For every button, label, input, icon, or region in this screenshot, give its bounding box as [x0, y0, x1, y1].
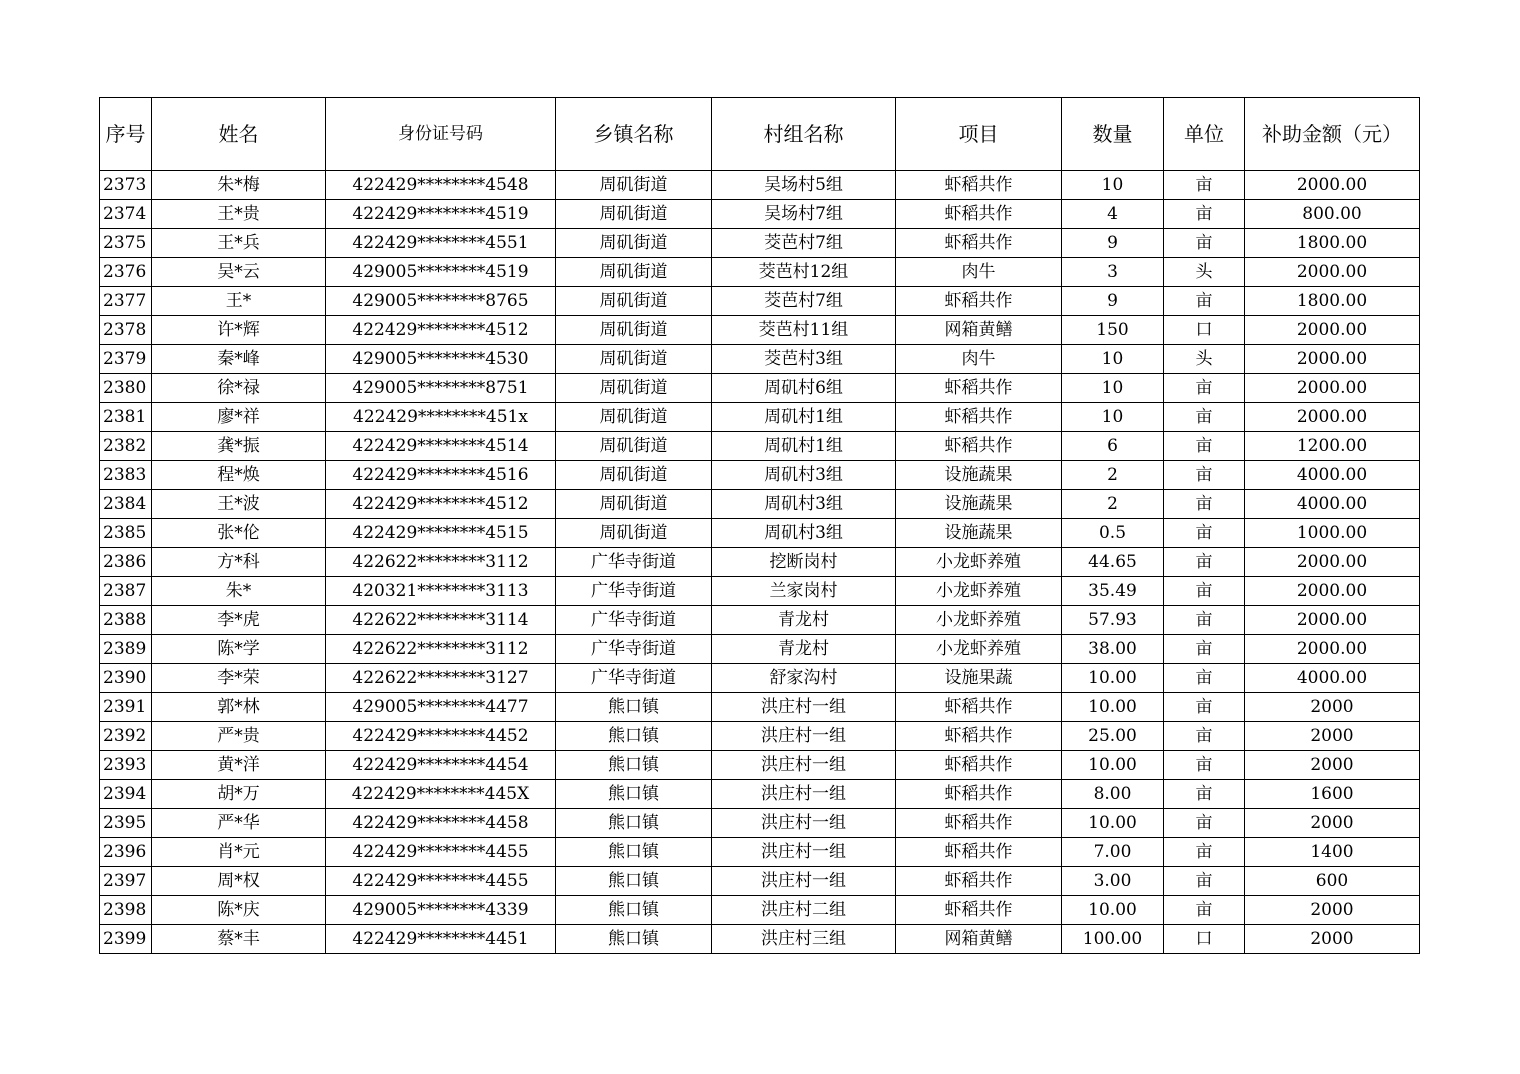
cell-id-number: 422429********451x — [326, 403, 556, 432]
table-row — [100, 722, 1420, 751]
cell-name: 严*贵 — [152, 722, 326, 751]
cell-id-number: 422429********4455 — [326, 838, 556, 867]
cell-town: 熊口镇 — [556, 838, 712, 867]
cell-town: 广华寺街道 — [556, 577, 712, 606]
cell-project: 肉牛 — [896, 258, 1062, 287]
cell-unit: 头 — [1164, 258, 1245, 287]
cell-unit: 亩 — [1164, 867, 1245, 896]
cell-unit: 亩 — [1164, 461, 1245, 490]
cell-id-number: 422429********445X — [326, 780, 556, 809]
cell-amount: 1200.00 — [1245, 432, 1420, 461]
cell-town: 周矶街道 — [556, 432, 712, 461]
cell-seq: 2373 — [100, 171, 152, 200]
cell-town: 周矶街道 — [556, 229, 712, 258]
cell-id-number: 429005********8765 — [326, 287, 556, 316]
cell-village: 洪庄村一组 — [712, 867, 896, 896]
cell-project: 虾稻共作 — [896, 751, 1062, 780]
cell-unit: 头 — [1164, 345, 1245, 374]
cell-quantity: 2 — [1062, 490, 1164, 519]
cell-seq: 2389 — [100, 635, 152, 664]
cell-project: 虾稻共作 — [896, 780, 1062, 809]
cell-id-number: 422429********4515 — [326, 519, 556, 548]
cell-amount: 1400 — [1245, 838, 1420, 867]
cell-id-number: 422429********4454 — [326, 751, 556, 780]
cell-project: 小龙虾养殖 — [896, 606, 1062, 635]
cell-name: 肖*元 — [152, 838, 326, 867]
cell-amount: 1800.00 — [1245, 287, 1420, 316]
cell-amount: 2000.00 — [1245, 258, 1420, 287]
cell-id-number: 422622********3114 — [326, 606, 556, 635]
cell-seq: 2377 — [100, 287, 152, 316]
cell-seq: 2376 — [100, 258, 152, 287]
cell-project: 虾稻共作 — [896, 171, 1062, 200]
cell-village: 洪庄村一组 — [712, 838, 896, 867]
cell-project: 设施蔬果 — [896, 490, 1062, 519]
cell-village: 洪庄村二组 — [712, 896, 896, 925]
table-row — [100, 432, 1420, 461]
cell-town: 周矶街道 — [556, 403, 712, 432]
cell-project: 小龙虾养殖 — [896, 635, 1062, 664]
cell-name: 秦*峰 — [152, 345, 326, 374]
cell-town: 周矶街道 — [556, 461, 712, 490]
cell-unit: 亩 — [1164, 693, 1245, 722]
cell-name: 王*贵 — [152, 200, 326, 229]
cell-seq: 2387 — [100, 577, 152, 606]
cell-quantity: 150 — [1062, 316, 1164, 345]
cell-project: 网箱黄鳝 — [896, 925, 1062, 954]
cell-village: 兰家岗村 — [712, 577, 896, 606]
cell-unit: 口 — [1164, 316, 1245, 345]
cell-id-number: 422429********4458 — [326, 809, 556, 838]
header-town: 乡镇名称 — [556, 98, 712, 171]
cell-amount: 1600 — [1245, 780, 1420, 809]
table-row — [100, 693, 1420, 722]
cell-unit: 亩 — [1164, 287, 1245, 316]
header-row — [100, 98, 1420, 171]
cell-town: 广华寺街道 — [556, 635, 712, 664]
cell-project: 虾稻共作 — [896, 867, 1062, 896]
cell-amount: 1000.00 — [1245, 519, 1420, 548]
cell-quantity: 100.00 — [1062, 925, 1164, 954]
cell-project: 虾稻共作 — [896, 693, 1062, 722]
cell-id-number: 422429********4548 — [326, 171, 556, 200]
cell-town: 熊口镇 — [556, 896, 712, 925]
cell-seq: 2399 — [100, 925, 152, 954]
cell-amount: 800.00 — [1245, 200, 1420, 229]
cell-amount: 1800.00 — [1245, 229, 1420, 258]
cell-town: 熊口镇 — [556, 809, 712, 838]
cell-unit: 亩 — [1164, 722, 1245, 751]
cell-town: 熊口镇 — [556, 925, 712, 954]
cell-seq: 2374 — [100, 200, 152, 229]
header-seq: 序号 — [100, 98, 152, 171]
cell-id-number: 422429********4452 — [326, 722, 556, 751]
cell-name: 王* — [152, 287, 326, 316]
cell-name: 李*荣 — [152, 664, 326, 693]
table-row — [100, 519, 1420, 548]
cell-project: 虾稻共作 — [896, 229, 1062, 258]
cell-village: 洪庄村一组 — [712, 751, 896, 780]
cell-town: 熊口镇 — [556, 722, 712, 751]
cell-id-number: 429005********4530 — [326, 345, 556, 374]
cell-name: 胡*万 — [152, 780, 326, 809]
cell-quantity: 10 — [1062, 345, 1164, 374]
cell-village: 洪庄村一组 — [712, 722, 896, 751]
cell-town: 周矶街道 — [556, 200, 712, 229]
cell-quantity: 0.5 — [1062, 519, 1164, 548]
table-row — [100, 577, 1420, 606]
cell-amount: 2000.00 — [1245, 548, 1420, 577]
cell-name: 朱* — [152, 577, 326, 606]
cell-seq: 2379 — [100, 345, 152, 374]
cell-project: 虾稻共作 — [896, 838, 1062, 867]
cell-name: 王*兵 — [152, 229, 326, 258]
cell-project: 网箱黄鳝 — [896, 316, 1062, 345]
cell-amount: 2000.00 — [1245, 171, 1420, 200]
cell-amount: 2000 — [1245, 809, 1420, 838]
cell-id-number: 422622********3112 — [326, 635, 556, 664]
cell-id-number: 420321********3113 — [326, 577, 556, 606]
cell-project: 肉牛 — [896, 345, 1062, 374]
header-project: 项目 — [896, 98, 1062, 171]
cell-quantity: 9 — [1062, 229, 1164, 258]
cell-name: 周*权 — [152, 867, 326, 896]
cell-unit: 亩 — [1164, 200, 1245, 229]
cell-town: 周矶街道 — [556, 374, 712, 403]
cell-village: 周矶村3组 — [712, 461, 896, 490]
cell-id-number: 422622********3112 — [326, 548, 556, 577]
cell-unit: 亩 — [1164, 519, 1245, 548]
cell-amount: 2000.00 — [1245, 635, 1420, 664]
table-row — [100, 287, 1420, 316]
cell-amount: 2000.00 — [1245, 577, 1420, 606]
cell-name: 许*辉 — [152, 316, 326, 345]
cell-quantity: 2 — [1062, 461, 1164, 490]
header-quantity: 数量 — [1062, 98, 1164, 171]
cell-town: 熊口镇 — [556, 751, 712, 780]
cell-town: 熊口镇 — [556, 693, 712, 722]
cell-unit: 亩 — [1164, 606, 1245, 635]
cell-amount: 2000 — [1245, 751, 1420, 780]
table-row — [100, 809, 1420, 838]
cell-quantity: 38.00 — [1062, 635, 1164, 664]
cell-name: 龚*振 — [152, 432, 326, 461]
cell-seq: 2382 — [100, 432, 152, 461]
cell-unit: 亩 — [1164, 577, 1245, 606]
cell-village: 青龙村 — [712, 635, 896, 664]
cell-id-number: 429005********4519 — [326, 258, 556, 287]
cell-amount: 2000 — [1245, 896, 1420, 925]
table-row — [100, 200, 1420, 229]
cell-quantity: 10 — [1062, 374, 1164, 403]
cell-id-number: 422622********3127 — [326, 664, 556, 693]
cell-village: 洪庄村一组 — [712, 809, 896, 838]
cell-quantity: 10 — [1062, 171, 1164, 200]
cell-quantity: 10.00 — [1062, 809, 1164, 838]
cell-id-number: 422429********4514 — [326, 432, 556, 461]
header-id-number: 身份证号码 — [326, 98, 556, 171]
table-body — [100, 171, 1420, 954]
cell-quantity: 8.00 — [1062, 780, 1164, 809]
table-row — [100, 751, 1420, 780]
cell-name: 李*虎 — [152, 606, 326, 635]
cell-village: 洪庄村一组 — [712, 780, 896, 809]
cell-quantity: 10 — [1062, 403, 1164, 432]
cell-id-number: 422429********4516 — [326, 461, 556, 490]
cell-town: 周矶街道 — [556, 519, 712, 548]
table-row — [100, 548, 1420, 577]
cell-id-number: 429005********4339 — [326, 896, 556, 925]
cell-unit: 亩 — [1164, 374, 1245, 403]
cell-village: 洪庄村一组 — [712, 693, 896, 722]
cell-village: 洪庄村三组 — [712, 925, 896, 954]
cell-id-number: 422429********4455 — [326, 867, 556, 896]
cell-quantity: 10.00 — [1062, 751, 1164, 780]
cell-name: 张*伦 — [152, 519, 326, 548]
cell-quantity: 10.00 — [1062, 896, 1164, 925]
table-row — [100, 896, 1420, 925]
cell-seq: 2385 — [100, 519, 152, 548]
cell-quantity: 3.00 — [1062, 867, 1164, 896]
cell-seq: 2384 — [100, 490, 152, 519]
cell-village: 茭芭村12组 — [712, 258, 896, 287]
cell-town: 广华寺街道 — [556, 548, 712, 577]
cell-amount: 4000.00 — [1245, 490, 1420, 519]
table-row — [100, 867, 1420, 896]
cell-village: 周矶村3组 — [712, 490, 896, 519]
cell-quantity: 9 — [1062, 287, 1164, 316]
cell-village: 周矶村3组 — [712, 519, 896, 548]
cell-project: 虾稻共作 — [896, 403, 1062, 432]
table-row — [100, 258, 1420, 287]
cell-name: 方*科 — [152, 548, 326, 577]
cell-id-number: 422429********4451 — [326, 925, 556, 954]
cell-id-number: 422429********4551 — [326, 229, 556, 258]
cell-quantity: 10.00 — [1062, 693, 1164, 722]
cell-project: 小龙虾养殖 — [896, 548, 1062, 577]
cell-amount: 2000 — [1245, 722, 1420, 751]
cell-name: 陈*学 — [152, 635, 326, 664]
cell-seq: 2375 — [100, 229, 152, 258]
table-row — [100, 403, 1420, 432]
cell-quantity: 7.00 — [1062, 838, 1164, 867]
cell-name: 王*波 — [152, 490, 326, 519]
cell-seq: 2383 — [100, 461, 152, 490]
cell-project: 小龙虾养殖 — [896, 577, 1062, 606]
cell-id-number: 422429********4519 — [326, 200, 556, 229]
cell-id-number: 429005********4477 — [326, 693, 556, 722]
cell-quantity: 10.00 — [1062, 664, 1164, 693]
cell-village: 挖断岗村 — [712, 548, 896, 577]
cell-quantity: 57.93 — [1062, 606, 1164, 635]
cell-amount: 2000.00 — [1245, 374, 1420, 403]
cell-village: 茭芭村11组 — [712, 316, 896, 345]
subsidy-table — [99, 97, 1420, 954]
cell-project: 虾稻共作 — [896, 809, 1062, 838]
cell-unit: 口 — [1164, 925, 1245, 954]
cell-village: 周矶村6组 — [712, 374, 896, 403]
cell-seq: 2391 — [100, 693, 152, 722]
cell-project: 虾稻共作 — [896, 200, 1062, 229]
cell-village: 周矶村1组 — [712, 403, 896, 432]
cell-seq: 2381 — [100, 403, 152, 432]
cell-seq: 2398 — [100, 896, 152, 925]
cell-name: 朱*梅 — [152, 171, 326, 200]
cell-seq: 2386 — [100, 548, 152, 577]
table-row — [100, 925, 1420, 954]
cell-town: 周矶街道 — [556, 258, 712, 287]
cell-amount: 2000 — [1245, 925, 1420, 954]
cell-town: 周矶街道 — [556, 287, 712, 316]
cell-unit: 亩 — [1164, 809, 1245, 838]
cell-village: 茭芭村7组 — [712, 229, 896, 258]
cell-unit: 亩 — [1164, 229, 1245, 258]
cell-seq: 2397 — [100, 867, 152, 896]
cell-village: 吴场村7组 — [712, 200, 896, 229]
cell-town: 广华寺街道 — [556, 664, 712, 693]
cell-name: 郭*林 — [152, 693, 326, 722]
cell-town: 周矶街道 — [556, 345, 712, 374]
cell-quantity: 35.49 — [1062, 577, 1164, 606]
cell-name: 徐*禄 — [152, 374, 326, 403]
cell-amount: 600 — [1245, 867, 1420, 896]
cell-project: 虾稻共作 — [896, 287, 1062, 316]
cell-seq: 2378 — [100, 316, 152, 345]
cell-project: 虾稻共作 — [896, 896, 1062, 925]
cell-project: 虾稻共作 — [896, 432, 1062, 461]
cell-id-number: 422429********4512 — [326, 490, 556, 519]
table-row — [100, 780, 1420, 809]
cell-unit: 亩 — [1164, 664, 1245, 693]
cell-unit: 亩 — [1164, 432, 1245, 461]
cell-amount: 2000 — [1245, 693, 1420, 722]
table-row — [100, 635, 1420, 664]
cell-seq: 2390 — [100, 664, 152, 693]
cell-name: 吴*云 — [152, 258, 326, 287]
cell-unit: 亩 — [1164, 490, 1245, 519]
cell-unit: 亩 — [1164, 548, 1245, 577]
cell-quantity: 25.00 — [1062, 722, 1164, 751]
table-row — [100, 838, 1420, 867]
header-unit: 单位 — [1164, 98, 1245, 171]
cell-name: 黄*洋 — [152, 751, 326, 780]
cell-amount: 4000.00 — [1245, 461, 1420, 490]
table-row — [100, 606, 1420, 635]
cell-unit: 亩 — [1164, 751, 1245, 780]
cell-project: 设施蔬果 — [896, 519, 1062, 548]
cell-name: 廖*祥 — [152, 403, 326, 432]
cell-town: 周矶街道 — [556, 171, 712, 200]
table-header — [100, 98, 1420, 171]
cell-quantity: 44.65 — [1062, 548, 1164, 577]
cell-village: 茭芭村7组 — [712, 287, 896, 316]
cell-town: 熊口镇 — [556, 780, 712, 809]
cell-town: 广华寺街道 — [556, 606, 712, 635]
cell-village: 茭芭村3组 — [712, 345, 896, 374]
table-row — [100, 229, 1420, 258]
cell-project: 虾稻共作 — [896, 722, 1062, 751]
cell-name: 陈*庆 — [152, 896, 326, 925]
cell-name: 程*焕 — [152, 461, 326, 490]
table-row — [100, 490, 1420, 519]
cell-name: 严*华 — [152, 809, 326, 838]
cell-quantity: 6 — [1062, 432, 1164, 461]
cell-id-number: 429005********8751 — [326, 374, 556, 403]
cell-seq: 2394 — [100, 780, 152, 809]
cell-quantity: 4 — [1062, 200, 1164, 229]
cell-town: 周矶街道 — [556, 490, 712, 519]
cell-project: 设施果蔬 — [896, 664, 1062, 693]
cell-unit: 亩 — [1164, 171, 1245, 200]
cell-project: 设施蔬果 — [896, 461, 1062, 490]
cell-village: 吴场村5组 — [712, 171, 896, 200]
cell-amount: 2000.00 — [1245, 606, 1420, 635]
cell-seq: 2380 — [100, 374, 152, 403]
cell-seq: 2396 — [100, 838, 152, 867]
cell-unit: 亩 — [1164, 635, 1245, 664]
cell-amount: 2000.00 — [1245, 345, 1420, 374]
cell-village: 舒家沟村 — [712, 664, 896, 693]
header-amount: 补助金额（元） — [1245, 98, 1420, 171]
cell-seq: 2395 — [100, 809, 152, 838]
cell-amount: 4000.00 — [1245, 664, 1420, 693]
cell-unit: 亩 — [1164, 403, 1245, 432]
table-row — [100, 171, 1420, 200]
cell-amount: 2000.00 — [1245, 316, 1420, 345]
cell-unit: 亩 — [1164, 780, 1245, 809]
header-village: 村组名称 — [712, 98, 896, 171]
cell-name: 蔡*丰 — [152, 925, 326, 954]
table-row — [100, 316, 1420, 345]
cell-id-number: 422429********4512 — [326, 316, 556, 345]
table-row — [100, 664, 1420, 693]
cell-village: 周矶村1组 — [712, 432, 896, 461]
cell-village: 青龙村 — [712, 606, 896, 635]
table-row — [100, 374, 1420, 403]
header-name: 姓名 — [152, 98, 326, 171]
table-row — [100, 461, 1420, 490]
cell-unit: 亩 — [1164, 838, 1245, 867]
cell-town: 熊口镇 — [556, 867, 712, 896]
table-row — [100, 345, 1420, 374]
cell-quantity: 3 — [1062, 258, 1164, 287]
cell-seq: 2392 — [100, 722, 152, 751]
cell-project: 虾稻共作 — [896, 374, 1062, 403]
cell-seq: 2388 — [100, 606, 152, 635]
cell-unit: 亩 — [1164, 896, 1245, 925]
cell-amount: 2000.00 — [1245, 403, 1420, 432]
cell-town: 周矶街道 — [556, 316, 712, 345]
cell-seq: 2393 — [100, 751, 152, 780]
